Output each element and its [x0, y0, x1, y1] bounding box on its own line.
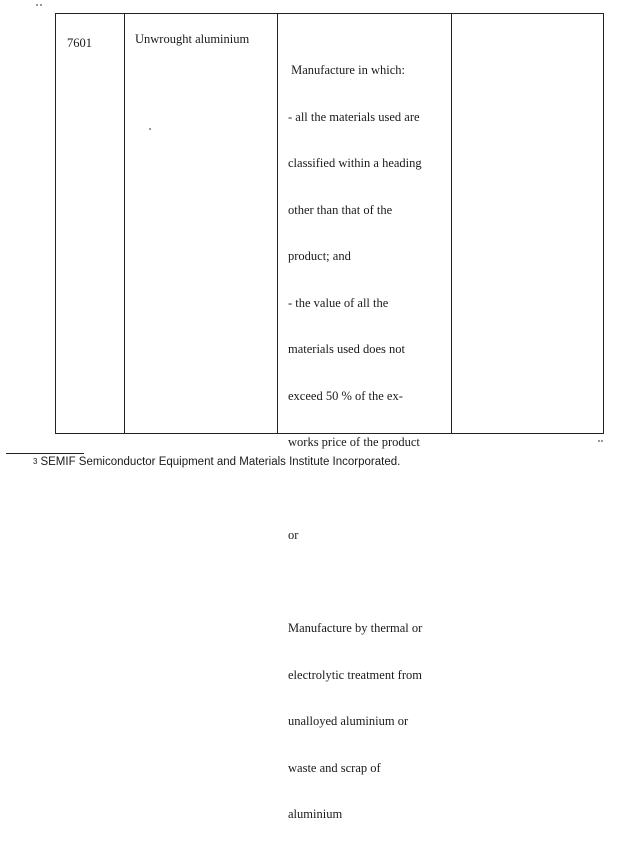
column-divider-1: [124, 14, 125, 433]
scan-speck-top-left: [36, 4, 38, 6]
rule-line: - all the materials used are: [288, 109, 420, 124]
scan-speck-bottom-right-2: [601, 440, 603, 442]
footnote: [33, 456, 400, 468]
footnote-text: SEMIF Semiconductor Equipment and Materials Institute Incorporated.: [40, 456, 401, 468]
rule-line: electrolytic treatment from: [288, 667, 422, 682]
rule-line: classified within a heading: [288, 156, 422, 170]
rule-line: works price of the product: [288, 435, 420, 449]
rule-line: - the value of all the: [288, 295, 389, 310]
rule-line: exceed 50 % of the ex-: [288, 388, 403, 403]
rule-line: unalloyed aluminium or: [288, 714, 409, 728]
description-cell: Unwrought aluminium: [135, 32, 250, 46]
rule-line: aluminium: [288, 807, 343, 821]
scan-speck-bottom-right: [598, 440, 600, 442]
rule-line: waste and scrap of: [288, 760, 381, 775]
rule-line: Manufacture in which:: [288, 63, 405, 77]
rule-line: Manufacture by thermal or: [288, 621, 423, 635]
rule-line: product; and: [288, 249, 351, 263]
rule-spacer: [288, 482, 448, 498]
column-divider-2: [277, 14, 278, 433]
rule-line: materials used does not: [288, 342, 405, 356]
rule-line: or: [288, 528, 299, 542]
heading-code-cell: 7601: [67, 36, 92, 50]
scan-speck-top-left-2: [40, 4, 42, 6]
column-divider-3: [451, 14, 452, 433]
rule-line: other than that of the: [288, 202, 393, 217]
footnote-separator: [6, 453, 84, 454]
footnote-marker: 3: [33, 457, 38, 466]
scan-speck-description: [149, 128, 151, 130]
working-rule-cell: [288, 32, 448, 854]
rule-spacer: [288, 575, 448, 591]
